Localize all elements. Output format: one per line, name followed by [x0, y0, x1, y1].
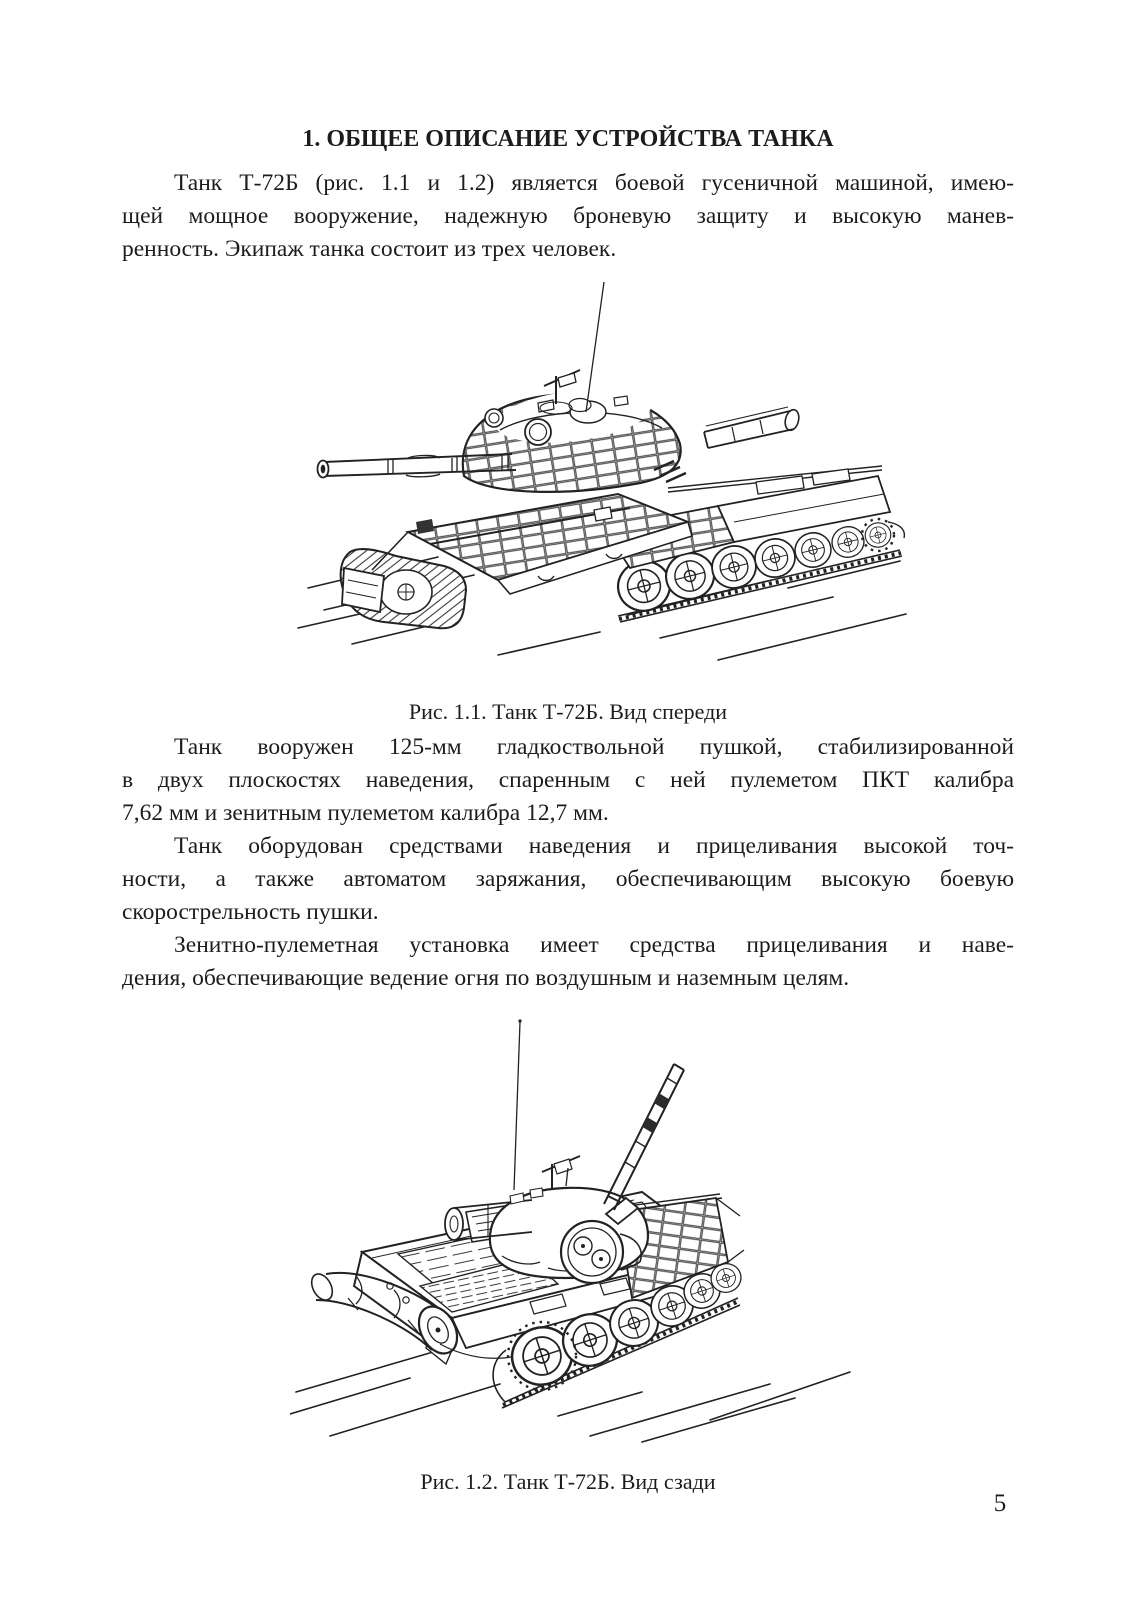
paragraph-line: ренность. Экипаж танка состоит из трех человек.: [122, 236, 617, 262]
radio-antenna: [514, 1022, 520, 1190]
section-title: 1. ОБЩЕЕ ОПИСАНИЕ УСТРОЙСТВА ТАНКА: [302, 126, 834, 152]
paragraph-line: скорострельность пушки.: [122, 899, 379, 925]
aa-machine-gun: [542, 1156, 580, 1190]
page-number: 5: [993, 1490, 1007, 1517]
paragraph-line: Танк Т-72Б (рис. 1.1 и 1.2) является боевой гусеничной машиной, имею-: [174, 170, 1014, 196]
paragraph-line: Танк вооружен 125-мм гладкоствольной пушкой, стабилизированной: [174, 734, 1014, 760]
paragraph-line: Зенитно-пулеметная установка имеет средства прицеливания и наве-: [174, 932, 1014, 958]
paragraph: [122, 830, 1014, 929]
antenna-tip: [518, 1019, 521, 1022]
body-paragraph-block: [122, 731, 1014, 995]
figure-2-caption: Рис. 1.2. Танк Т-72Б. Вид сзади: [420, 1469, 716, 1494]
paragraph: [122, 167, 1014, 266]
paragraph-line: Танк оборудован средствами наведения и прицеливания высокой точ-: [174, 833, 1014, 859]
ir-light: [485, 409, 503, 427]
snorkel-tube: [704, 407, 801, 448]
paragraph: [122, 929, 1014, 995]
paragraph-line: дения, обеспечивающие ведение огня по воздушным и наземным целям.: [122, 965, 850, 991]
turret: [463, 282, 801, 492]
tank-rear-view-drawing: [290, 1000, 910, 1445]
paragraph-line: щей мощное вооружение, надежную броневую защиту и высокую манев-: [122, 203, 1014, 229]
tank-front-view-drawing: [288, 270, 908, 668]
paragraph-line: в двух плоскостях наведения, спаренным с ней пулеметом ПКТ калибра: [122, 767, 1014, 793]
paragraph-line: 7,62 мм и зенитным пулеметом калибра 12,7 мм.: [122, 800, 609, 826]
paragraph-line: ности, а также автоматом заряжания, обеспечивающим высокую боевую: [122, 866, 1014, 892]
figure-1-caption: Рис. 1.1. Танк Т-72Б. Вид спереди: [408, 699, 728, 724]
gun-barrel: [604, 1064, 684, 1210]
intro-paragraph-block: [122, 167, 1014, 266]
paragraph: [122, 731, 1014, 830]
